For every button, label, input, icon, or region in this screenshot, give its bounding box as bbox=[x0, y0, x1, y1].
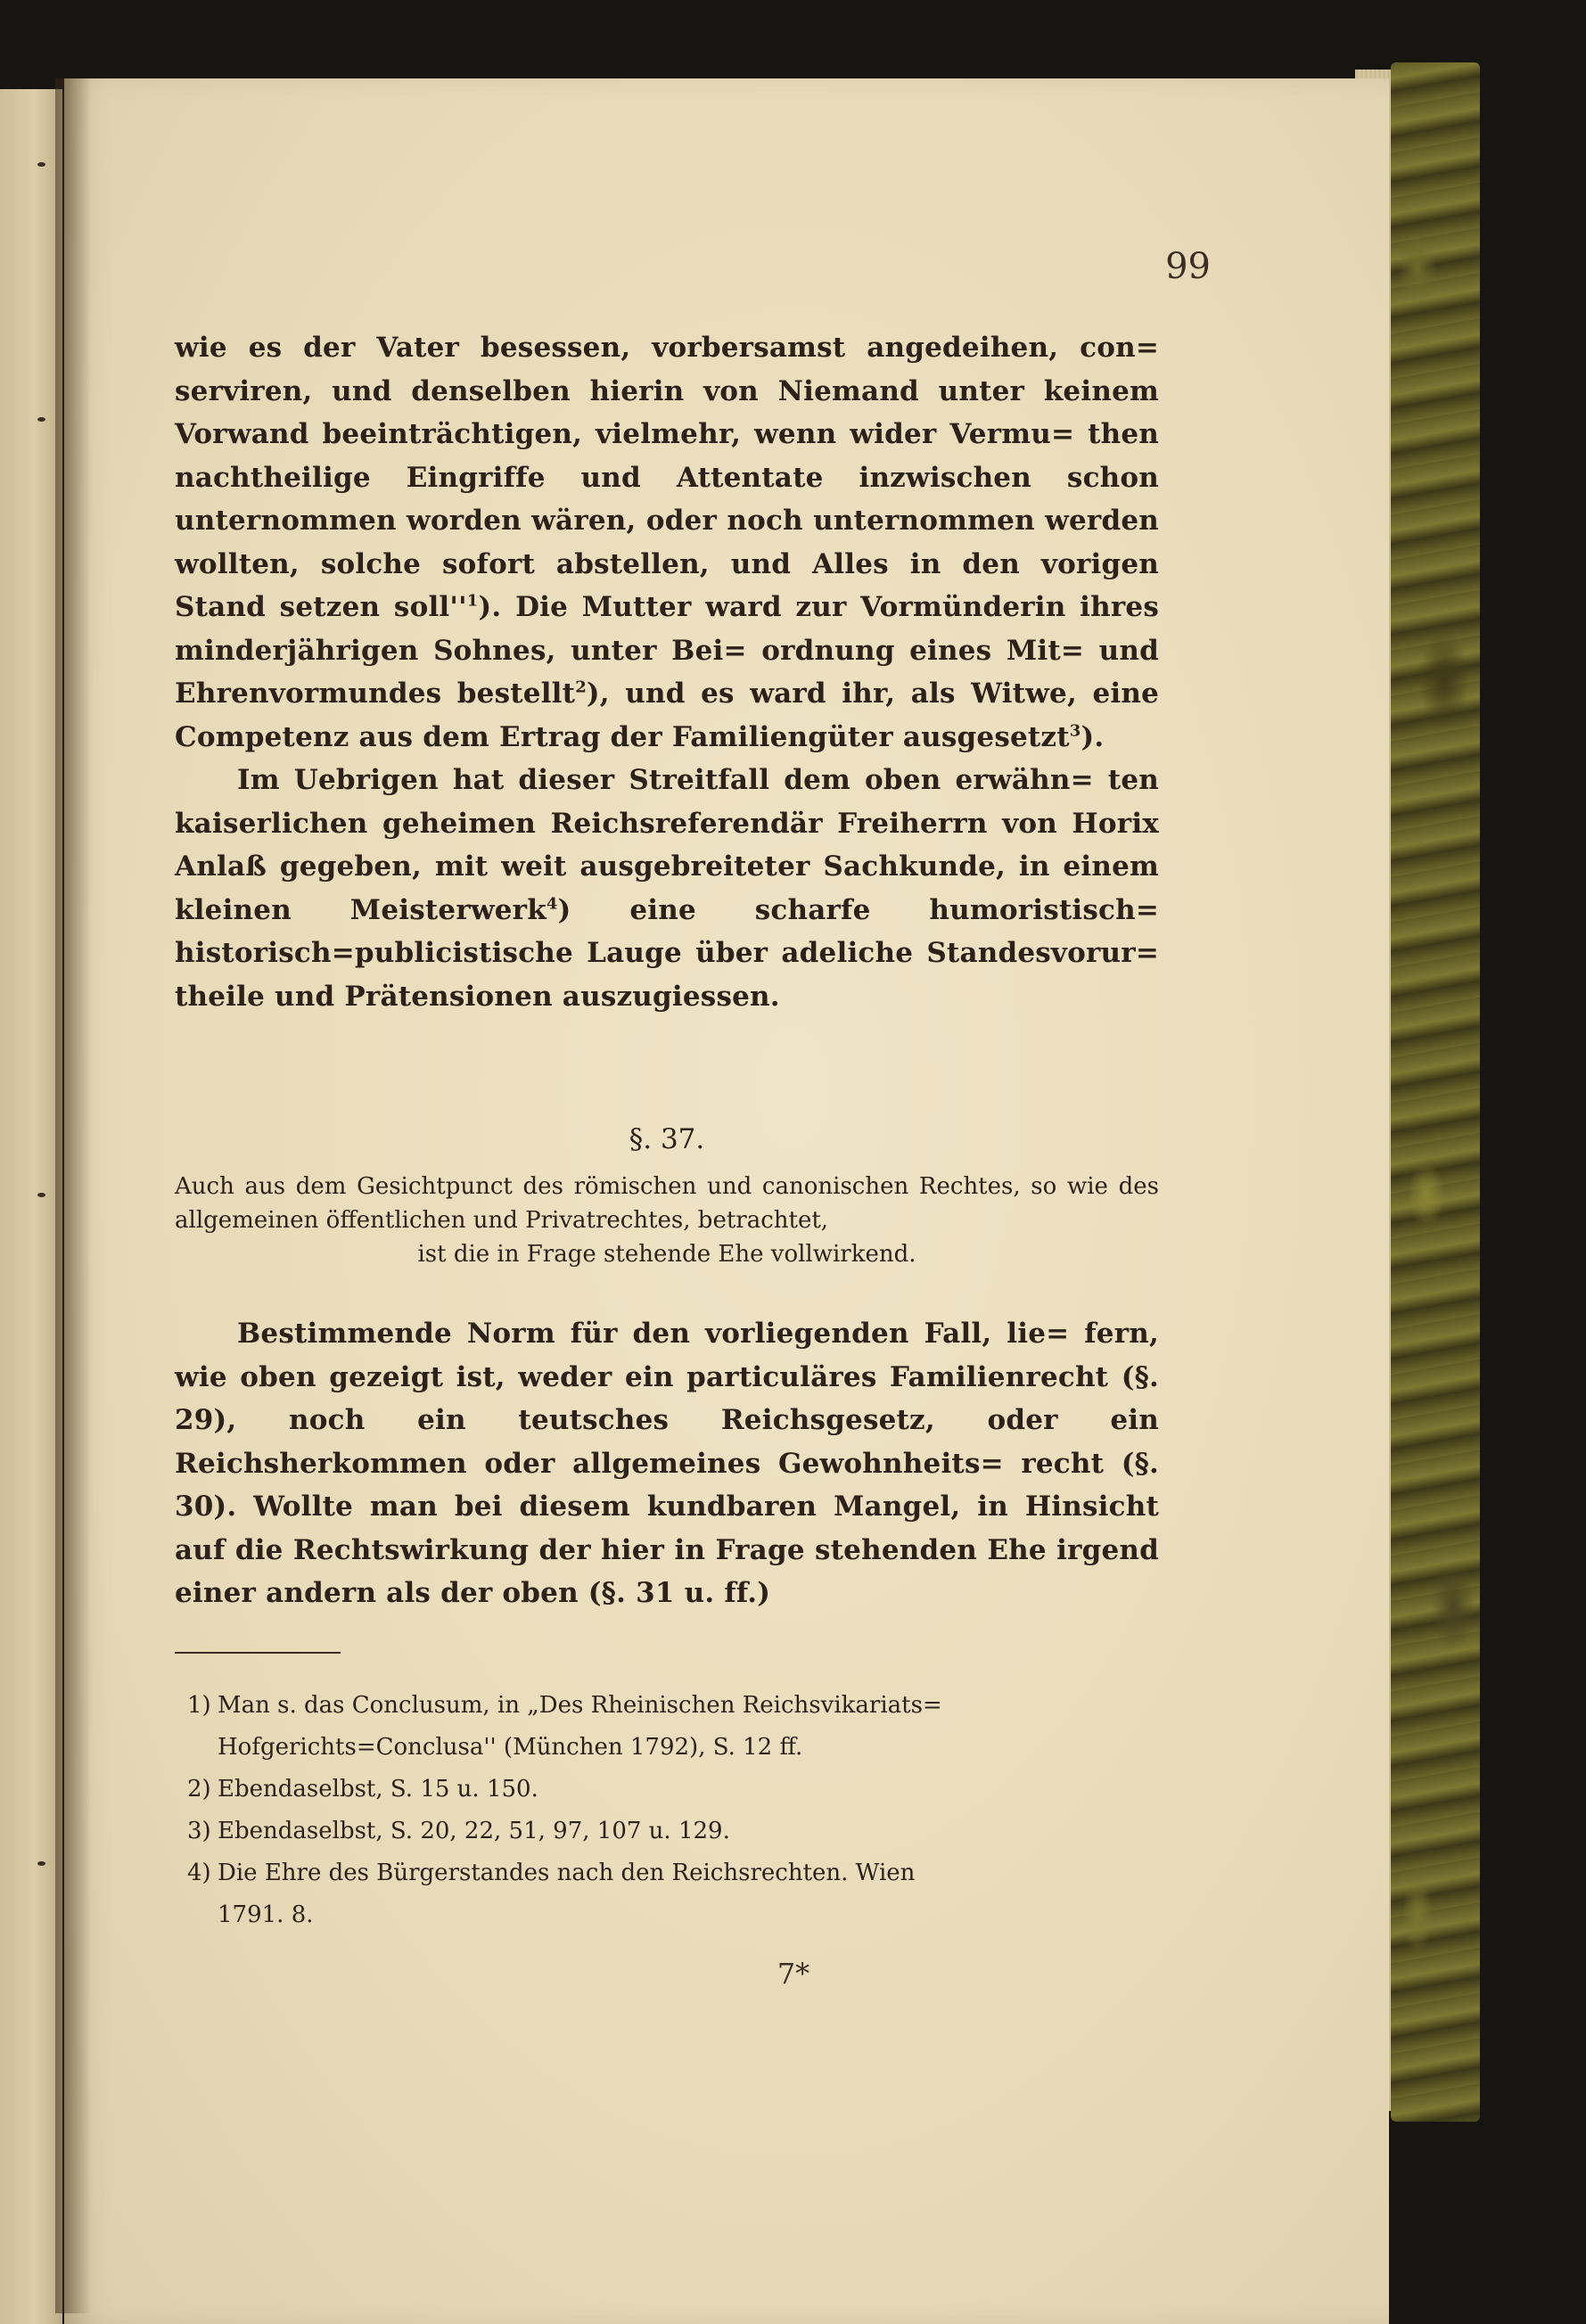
paragraph-1-text-3: ), und es ward ihr, als Witwe, eine Competenz aus dem Ertrag der Familiengüter ausgesetzt bbox=[175, 677, 1160, 753]
footnote-3 bbox=[187, 1811, 1159, 1852]
paragraph-1-text-4: ). bbox=[1081, 720, 1105, 753]
footnotes bbox=[187, 1685, 1159, 1936]
paragraph-horix bbox=[175, 759, 1159, 1018]
gutter-shadow bbox=[55, 78, 91, 2313]
footnote-4 bbox=[187, 1852, 1159, 1894]
paragraph-2-text: Im Uebrigen hat dieser Streitfall dem oben erwähn= ten kaiserlichen geheimen Reichsreferendär Freiherrn von Horix Anlaß gegeben, mit weit ausgebreiteter Sachkunde, in einem kleinen Meisterwerk bbox=[175, 764, 1159, 926]
page-number: 99 bbox=[1165, 246, 1211, 287]
footnote-text: Man s. das Conclusum, in „Des Rheinischen Reichsvikariats= bbox=[218, 1692, 942, 1719]
footnote-ref-3: 3 bbox=[1069, 721, 1081, 741]
footnote-mark: 1) bbox=[187, 1692, 211, 1719]
signature-mark: 7* bbox=[777, 1957, 810, 1991]
footnote-4-cont: 1791. 8. bbox=[218, 1901, 314, 1928]
margin-mark bbox=[37, 417, 45, 422]
footnote-mark: 2) bbox=[187, 1776, 211, 1803]
margin-mark bbox=[37, 1861, 45, 1866]
footnote-divider bbox=[175, 1652, 341, 1654]
footnote-text: Die Ehre des Bürgerstandes nach den Reichsrechten. Wien bbox=[218, 1860, 916, 1886]
footnote-text: Ebendaselbst, S. 20, 22, 51, 97, 107 u. 129. bbox=[218, 1818, 730, 1844]
marbled-book-edge bbox=[1391, 62, 1480, 2122]
previous-page-edge bbox=[0, 89, 62, 2324]
footnote-mark: 4) bbox=[187, 1860, 211, 1886]
paragraph-norm: Bestimmende Norm für den vorliegenden Fall, lie= fern, wie oben gezeigt ist, weder ein particuläres Familienrecht (§. 29), noch ein teutsches Reichsgesetz, oder ein Reichsherkommen oder allgemeines Gewohnheits= recht (§. 30). Wollte man bei diesem kundbaren Mangel, in Hinsicht auf die Rechtswirkung der hier in Frage stehenden Ehe irgend einer andern als der oben (§. 31 u. ff.) bbox=[175, 1318, 1159, 1609]
footnote-text: Ebendaselbst, S. 15 u. 150. bbox=[218, 1776, 538, 1803]
paragraph-2-text-2: ) eine scharfe humoristisch= historisch=publicistische Lauge über adeliche Standesvorur= theile und Prätensionen auszugiessen. bbox=[175, 893, 1159, 1013]
body-text-2 bbox=[175, 1312, 1159, 1615]
margin-mark bbox=[37, 1193, 45, 1197]
section-summary-last: ist die in Frage stehende Ehe vollwirkend. bbox=[417, 1241, 916, 1268]
footnote-ref-4: 4 bbox=[546, 894, 558, 914]
section-summary-main: Auch aus dem Gesichtpunct des römischen und canonischen Rechtes, so wie des allgemeinen öffentlichen und Privatrechtes, betrachtet, bbox=[175, 1173, 1159, 1234]
section-summary bbox=[175, 1170, 1159, 1271]
footnote-1 bbox=[187, 1685, 1159, 1727]
footnote-2 bbox=[187, 1769, 1159, 1811]
section-heading: §. 37. bbox=[629, 1123, 705, 1155]
margin-mark bbox=[37, 162, 45, 167]
paragraph-continued bbox=[175, 326, 1159, 759]
paragraph-1-text-2: ). Die Mutter ward zur Vormünderin ihres minderjährigen Sohnes, unter Bei= ordnung eines Mit= und Ehrenvormundes bestellt bbox=[175, 591, 1159, 710]
body-text bbox=[175, 326, 1159, 1018]
footnote-ref-1: 1 bbox=[466, 591, 479, 611]
footnote-ref-2: 2 bbox=[575, 677, 587, 697]
footnote-1-cont: Hofgerichts=Conclusa'' (München 1792), S. 12 ff. bbox=[218, 1734, 803, 1761]
paragraph-1-text: wie es der Vater besessen, vorbersamst angedeihen, con= serviren, und denselben hierin von Niemand unter keinem Vorwand beeinträchtigen, vielmehr, wenn wider Vermu= then nachtheilige Eingriffe und Attentate inzwischen schon unternommen worden wären, oder noch unternommen werden wollten, solche sofort abstellen, und Alles in den vorigen Stand setzen soll'' bbox=[175, 332, 1159, 623]
footnote-mark: 3) bbox=[187, 1818, 211, 1844]
